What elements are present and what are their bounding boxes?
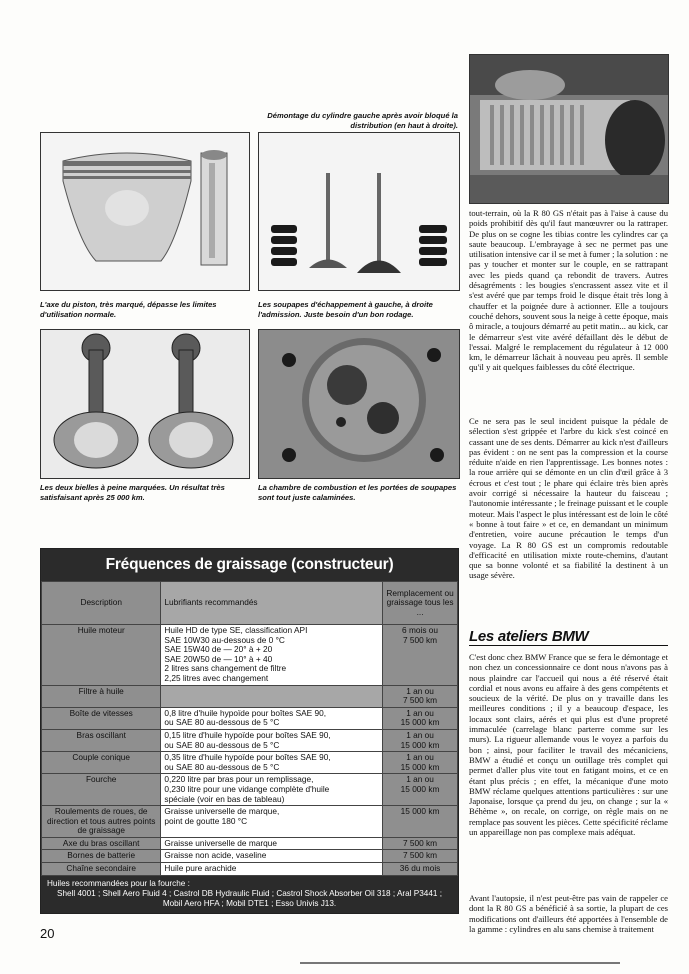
freq-line: 36 du mois — [399, 863, 441, 874]
caption-cylinder: Démontage du cylindre gauche après avoir bloqué la distribution (en haut à droite). — [267, 111, 458, 130]
lub-line: Huile pure arachide — [164, 863, 237, 874]
section-rule — [469, 645, 668, 646]
article-paragraph-3: C'est donc chez BMW France que se fera le démontage et non chez un concessionnaire ce dont nous n'avons pas à nous plaindre car l'accueil qui nous a été réservé était cordial et nous avons eu affaire à des gens compétents et soucieux de la vérité. De plus on y travaille dans les meilleures conditions ; il y a beaucoup d'espace, les locaux sont clairs, aérés et qui plus est d'une propreté immaculée (carrelage blanc parterre comme sur les murs). La rigueur allemande vous le voyez a parfois du bon ; ainsi, pour faciliter le travail des mécaniciens, BMW a étudié et conçu un outillage très complet qui permet d'aller plus vite tout en fatigant moins, et ce en étant plus précis ; en effet, la mécanique d'une moto BMW réclame quelques attentions particulières : sur une Japonaise, lorsque ça prend du jeu, on change ; sur la « Béhème », on recale, on corrige, on règle mais on ne remplace pas souvent les pièces. Cette spécificité réclame un appareillage non pas complexe mais adéquat. — [469, 652, 668, 838]
lub-line: 0,35 litre d'huile hypoïde pour boîtes SAE 90, — [164, 752, 331, 763]
row-description: Boîte de vitesses — [42, 707, 161, 729]
footer-oils: Shell 4001 ; Shell Aero Fluid 4 ; Castrol DB Hydraulic Fluid ; Castrol Shock Absorber Oil 318 ; Aral P3441 ; Mobil Aero HFA ; Mobil DTE1 ; Esso Univis J13. — [57, 888, 442, 908]
row-lubricant — [161, 837, 383, 850]
article-column-3 — [469, 652, 668, 837]
row-lubricant — [161, 625, 383, 686]
table-row — [42, 752, 458, 774]
row-frequency — [383, 625, 458, 686]
row-frequency — [383, 837, 458, 850]
freq-line: 15 000 km — [400, 761, 440, 772]
table-row — [42, 837, 458, 850]
row-description: Bras oscillant — [42, 729, 161, 751]
lub-line: Graisse non acide, vaseline — [164, 850, 267, 861]
lub-line: ou SAE 80 au-dessous de 5 °C — [164, 761, 280, 772]
row-description: Chaîne secondaire — [42, 863, 161, 876]
table-footer — [41, 876, 458, 913]
lub-line: 2 litres sans changement de filtre — [164, 663, 287, 674]
row-frequency — [383, 707, 458, 729]
valves-image — [259, 133, 459, 290]
table-row — [42, 707, 458, 729]
row-lubricant — [161, 863, 383, 876]
lub-line: 2,25 litres avec changement — [164, 672, 269, 683]
lub-line: point de goutte 180 °C — [164, 815, 248, 826]
row-lubricant — [161, 707, 383, 729]
header-lubricants: Lubrifiants recommandés — [161, 582, 383, 625]
piston-image — [41, 133, 249, 290]
freq-line: 1 an ou — [406, 685, 434, 696]
photo-valves — [258, 132, 460, 291]
freq-line: 15 000 km — [400, 783, 440, 794]
chamber-image — [259, 330, 459, 478]
article-paragraph-2: Ce ne sera pas le seul incident puisque la pédale de sélection s'est grippée et l'arbre du kick s'est coincé en cassant une de ses dents. Démarrer au kick n'est d'ailleurs pas évident : on ne sent pas la compression et la course réduite n'aide en rien l'apprentissage. Les bonnes notes : la roue arrière qui se démonte en un clin d'œil grâce à 3 écrous et c'est tout ; le phare qui éclaire très bien après avoir corrigé si nécessaire la hauteur du faisceau ; l'autonomie intéressante ; le freinage puissant et le couple moteur. Mais l'aspect le plus intéressant est de loin le côté « bonne à tout faire » et ce, en demandant un minimum d'entretien, voire aucune précaution le temps d'un voyage. La R 80 GS est un compromis redoutable d'efficacité en utilisation mixte route-chemins, d'autant que sa bonne volonté et sa fiabilité la destinent à un usage sévère. — [469, 416, 668, 581]
row-frequency — [383, 850, 458, 863]
lub-line: ou SAE 80 au-dessous de 5 °C — [164, 739, 280, 750]
row-lubricant — [161, 806, 383, 838]
freq-line: 1 an ou — [406, 729, 434, 740]
article-column-4 — [469, 893, 668, 934]
table-row — [42, 863, 458, 876]
photo-chamber — [258, 329, 460, 479]
table-row — [42, 625, 458, 686]
article-paragraph-4: Avant l'autopsie, il n'est peut-être pas vain de rappeler ce dont la R 80 GS a bénéficié à sa sortie, la plupart de ces modifications ont d'ailleurs été apportées à l'ensemble de la gamme : cylindres en alu sans chemise à traitement — [469, 893, 668, 934]
lub-line: Huile HD de type SE, classification API — [164, 625, 308, 635]
lub-line: SAE 20W50 de — 10° à + 40 — [164, 653, 273, 664]
row-description: Axe du bras oscillant — [42, 837, 161, 850]
row-description: Roulements de roues, de direction et tous autres points de graissage — [42, 806, 161, 838]
lub-line: spéciale (voir en bas de tableau) — [164, 793, 285, 804]
article-column-1 — [469, 208, 668, 373]
section-title: Les ateliers BMW — [469, 628, 589, 645]
row-description: Couple conique — [42, 752, 161, 774]
row-lubricant — [161, 685, 383, 707]
lub-line: SAE 15W40 de — 20° à + 20 — [164, 644, 273, 655]
freq-line: 7 500 km — [402, 634, 438, 645]
bottom-rule — [300, 962, 620, 964]
caption-piston: L'axe du piston, très marqué, dépasse les limites d'utilisation normale. — [40, 300, 217, 319]
table-row — [42, 729, 458, 751]
row-description: Huile moteur — [42, 625, 161, 686]
freq-line: 7 500 km — [402, 837, 438, 848]
row-frequency — [383, 863, 458, 876]
rods-image — [41, 330, 249, 478]
table-row — [42, 806, 458, 838]
lub-line: 0,15 litre d'huile hypoïde pour boîtes SAE 90, — [164, 729, 331, 740]
lub-line: SAE 10W30 au-dessous de 0 °C — [164, 634, 285, 645]
table-title: Fréquences de graissage (constructeur) — [41, 549, 458, 581]
row-lubricant — [161, 850, 383, 863]
cylinder-image — [470, 55, 668, 203]
table-row — [42, 774, 458, 806]
row-frequency — [383, 752, 458, 774]
table-row — [42, 685, 458, 707]
photo-cylinder — [469, 54, 669, 204]
row-lubricant — [161, 729, 383, 751]
row-lubricant — [161, 774, 383, 806]
article-column-2 — [469, 416, 668, 581]
caption-chamber: La chambre de combustion et les portées de soupapes sont tout juste calaminées. — [258, 483, 457, 502]
article-paragraph-1: tout-terrain, où la R 80 GS n'était pas à l'aise à cause du poids prohibitif dès qu'il faut manœuvrer ou la rattraper. De plus on se cogne les tibias contre les cylindres car ça saute beaucoup. L'embrayage à sec ne permet pas une utilisation intensive car il se met à fumer ; la solution : ne pas y toucher et monter sur le couple, en se rattrapant avec les pieds quand ça rebondit de travers. Autres désagréments : les bougies s'encrassent assez vite et il s'est avéré que par temps froid le disque était très long à chauffer et la poignée dure à actionner. Elle a toujours couché dehors, souvent sous la neige à cette époque, mais ô miracle, a toujours démarré au petit matin... au kick, car le démarreur s'est vite avéré défaillant dès le début de l'essai. Malgré le remplacement du régulateur à 12 000 km, le démarreur lâchait à nouveau peu après. Il semble qu'il y ait quelques faiblesses du côté électrique. — [469, 208, 668, 373]
row-description: Fourche — [42, 774, 161, 806]
table-grid — [41, 581, 458, 876]
freq-line: 1 an ou — [406, 752, 434, 763]
page-number: 20 — [40, 926, 55, 941]
freq-line: 6 mois ou — [402, 625, 439, 635]
lub-line: 0,230 litre pour une vidange complète d'huile — [164, 783, 330, 794]
lub-line: 0,220 litre par bras pour un remplissage, — [164, 774, 314, 785]
caption-rods: Les deux bielles à peine marquées. Un résultat très satisfaisant après 25 000 km. — [40, 483, 225, 502]
row-frequency — [383, 685, 458, 707]
table-row — [42, 850, 458, 863]
freq-line: 7 500 km — [402, 695, 438, 706]
lub-line: ou SAE 80 au-dessous de 5 °C — [164, 717, 280, 728]
freq-line: 15 000 km — [400, 739, 440, 750]
caption-valves: Les soupapes d'échappement à gauche, à droite l'admission. Juste besoin d'un bon rodage. — [258, 300, 433, 319]
footer-label: Huiles recommandées pour la fourche : — [47, 878, 190, 888]
header-frequency: Remplacement ou graissage tous les ... — [383, 582, 458, 625]
photo-rods — [40, 329, 250, 479]
freq-line: 15 000 km — [400, 806, 440, 817]
table-header-row — [42, 582, 458, 625]
lub-line: Graisse universelle de marque — [164, 837, 277, 848]
freq-line: 15 000 km — [400, 717, 440, 728]
lubrication-table — [40, 548, 459, 914]
photo-piston — [40, 132, 250, 291]
lub-line: 0,8 litre d'huile hypoïde pour boîtes SAE 90, — [164, 707, 327, 718]
row-frequency — [383, 729, 458, 751]
lub-line: Graisse universelle de marque, — [164, 806, 280, 817]
header-description: Description — [42, 582, 161, 625]
row-lubricant — [161, 752, 383, 774]
freq-line: 1 an ou — [406, 774, 434, 785]
row-frequency — [383, 806, 458, 838]
row-description: Filtre à huile — [42, 685, 161, 707]
row-frequency — [383, 774, 458, 806]
freq-line: 1 an ou — [406, 707, 434, 718]
row-description: Bornes de batterie — [42, 850, 161, 863]
freq-line: 7 500 km — [402, 850, 438, 861]
